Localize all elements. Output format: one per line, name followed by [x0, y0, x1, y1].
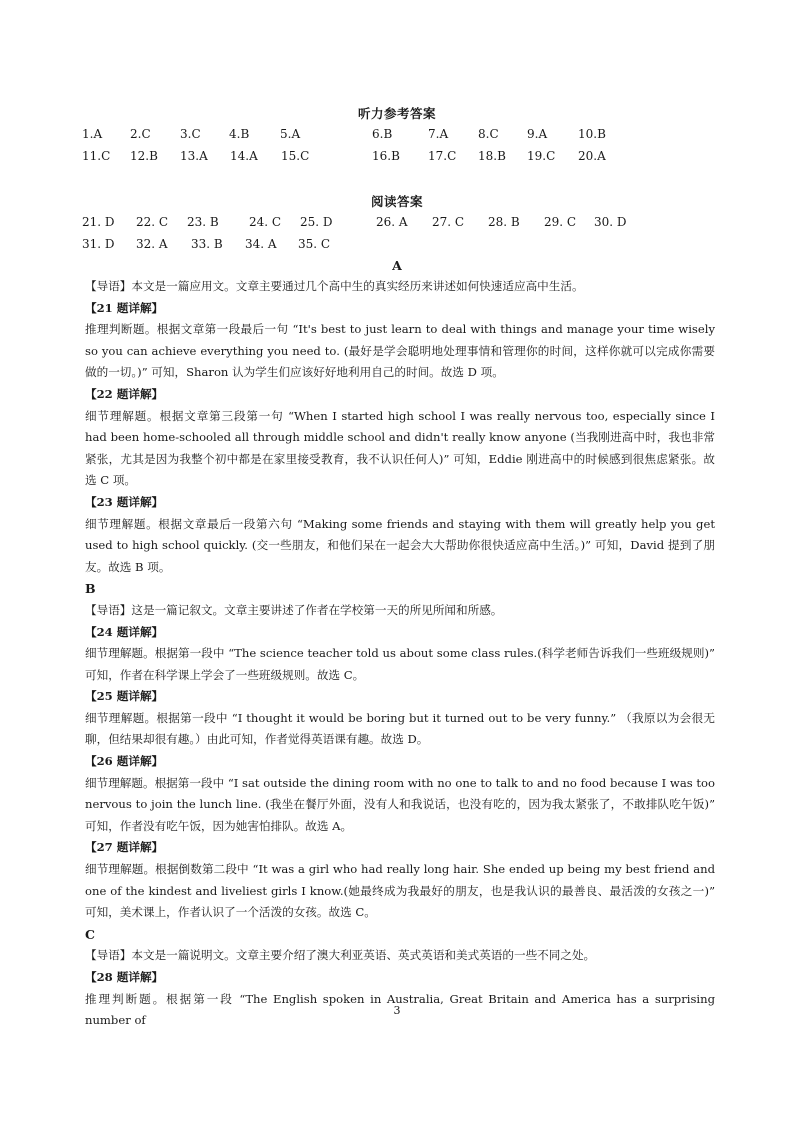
answer-item: 3.C: [180, 127, 201, 141]
reading-title: 阅读答案: [370, 194, 423, 209]
answer-item: 21. D: [82, 215, 115, 229]
listening-answers-row-2: [0, 149, 794, 167]
answer-item: 7.A: [428, 127, 449, 141]
answer-item: 15.C: [281, 149, 310, 163]
answer-item: 24. C: [249, 215, 282, 229]
answer-item: 27. C: [432, 215, 465, 229]
answer-item: 12.B: [130, 149, 158, 163]
q28-explanation: 推理判断题。根据第一段 “The English spoken in Australia, Great Britain and America has a surprising number of: [85, 991, 715, 1028]
answer-item: 35. C: [298, 237, 331, 251]
answer-item: 16.B: [372, 149, 400, 163]
answer-item: 34. A: [245, 237, 277, 251]
answer-item: 11.C: [82, 149, 111, 163]
q24-explanation: 细节理解题。根据第一段中 “The science teacher told us about some class rules.(科学老师告诉我们一些班级规则)” 可知，作者在科学课上学会了一些班级规则。故选 C。: [85, 646, 715, 682]
q24-header: 【24 题详解】: [85, 624, 164, 639]
answer-item: 32. A: [136, 237, 168, 251]
section-c-letter: C: [85, 926, 95, 942]
answer-item: 22. C: [136, 215, 169, 229]
answer-item: 18.B: [478, 149, 506, 163]
answer-item: 23. B: [187, 215, 219, 229]
section-a-letter: A: [392, 258, 402, 273]
answer-item: 4.B: [229, 127, 250, 141]
answer-item: 29. C: [544, 215, 577, 229]
answer-item: 31. D: [82, 237, 115, 251]
section-b-guide: 【导语】这是一篇记叙文。文章主要讲述了作者在学校第一天的所见所闻和所感。: [85, 602, 503, 617]
q21-explanation: 推理判断题。根据文章第一段最后一句 “It's best to just learn to deal with things and manage your time wisely so you can achieve everything you need to. (最好是学会聪明地处理事情和管理你的时间，这样你就可以完成你需要做的一切。)” 可知，Sharon 认为学生们应该好好地利用自己的时间。故选 D 项。: [85, 322, 715, 380]
answer-item: 8.C: [478, 127, 499, 141]
answer-item: 30. D: [594, 215, 627, 229]
reading-answers-row-1: [0, 215, 794, 233]
q23-header: 【23 题详解】: [85, 494, 164, 509]
answer-item: 14.A: [230, 149, 258, 163]
reading-answers-row-2: [0, 237, 794, 255]
listening-title: 听力参考答案: [357, 106, 436, 121]
answer-item: 33. B: [191, 237, 223, 251]
section-b-letter: B: [85, 581, 96, 597]
answer-item: 5.A: [280, 127, 301, 141]
answer-item: 1.A: [82, 127, 103, 141]
answer-item: 6.B: [372, 127, 393, 141]
listening-answers-row-1: [0, 127, 794, 145]
q26-explanation: 细节理解题。根据第一段中 “I sat outside the dining room with no one to talk to and no food because I was too nervous to join the lunch line. (我坐在餐厅外面，没有人和我说话，也没有吃的，因为我太紧张了，不敢排队吃午饭)” 可知，作者没有吃午饭，因为她害怕排队。故选 A。: [85, 775, 715, 833]
answer-item: 26. A: [376, 215, 408, 229]
q23-explanation: 细节理解题。根据文章最后一段第六句 “Making some friends and staying with them will greatly help you get used to high school quickly. (交一些朋友，和他们呆在一起会大大帮助你很快适应高中生活。)” 可知，David 提到了朋友。故选 B 项。: [85, 516, 715, 574]
answer-item: 9.A: [527, 127, 548, 141]
section-a-guide: 【导语】本文是一篇应用文。文章主要通过几个高中生的真实经历来讲述如何快速适应高中生活。: [85, 279, 584, 293]
page-number: 3: [393, 1004, 401, 1017]
q25-header: 【25 题详解】: [85, 689, 164, 704]
answer-item: 19.C: [527, 149, 556, 163]
answer-item: 17.C: [428, 149, 457, 163]
q27-explanation: 细节理解题。根据倒数第二段中 “It was a girl who had really long hair. She ended up being my best friend and one of the kindest and liveliest girls I know.(她最终成为我最好的朋友，也是我认识的最善良、最活泼的女孩之一)” 可知，美术课上，作者认识了一个活泼的女孩。故选 C。: [85, 862, 715, 920]
q21-header: 【21 题详解】: [85, 300, 164, 315]
q27-header: 【27 题详解】: [85, 840, 164, 855]
explanations: [85, 276, 715, 1032]
q25-explanation: 细节理解题。根据第一段中 “I thought it would be boring but it turned out to be very funny.” （我原以为会很无聊，但结果却很有趣。）由此可知，作者觉得英语课有趣。故选 D。: [85, 710, 715, 747]
answer-item: 25. D: [300, 215, 333, 229]
q22-header: 【22 题详解】: [85, 386, 164, 401]
answer-item: 13.A: [180, 149, 208, 163]
q22-explanation: 细节理解题。根据文章第三段第一句 “When I started high school I was really nervous too, especially since I had been home-schooled all through middle school and didn't really know anyone (当我刚进高中时，我也非常紧张，尤其是因为我整个初中都是在家里接受教育，我不认识任何人)” 可知，Eddie 刚进高中的时候感到很焦虑紧张。故选 C 项。: [85, 408, 715, 488]
q26-header: 【26 题详解】: [85, 754, 164, 769]
q28-header: 【28 题详解】: [85, 970, 164, 984]
answer-item: 10.B: [578, 127, 606, 141]
answer-item: 20.A: [578, 149, 606, 163]
section-c-guide: 【导语】本文是一篇说明文。文章主要介绍了澳大利亚英语、英式英语和美式英语的一些不同之处。: [85, 948, 596, 963]
answer-item: 2.C: [130, 127, 151, 141]
answer-item: 28. B: [488, 215, 520, 229]
